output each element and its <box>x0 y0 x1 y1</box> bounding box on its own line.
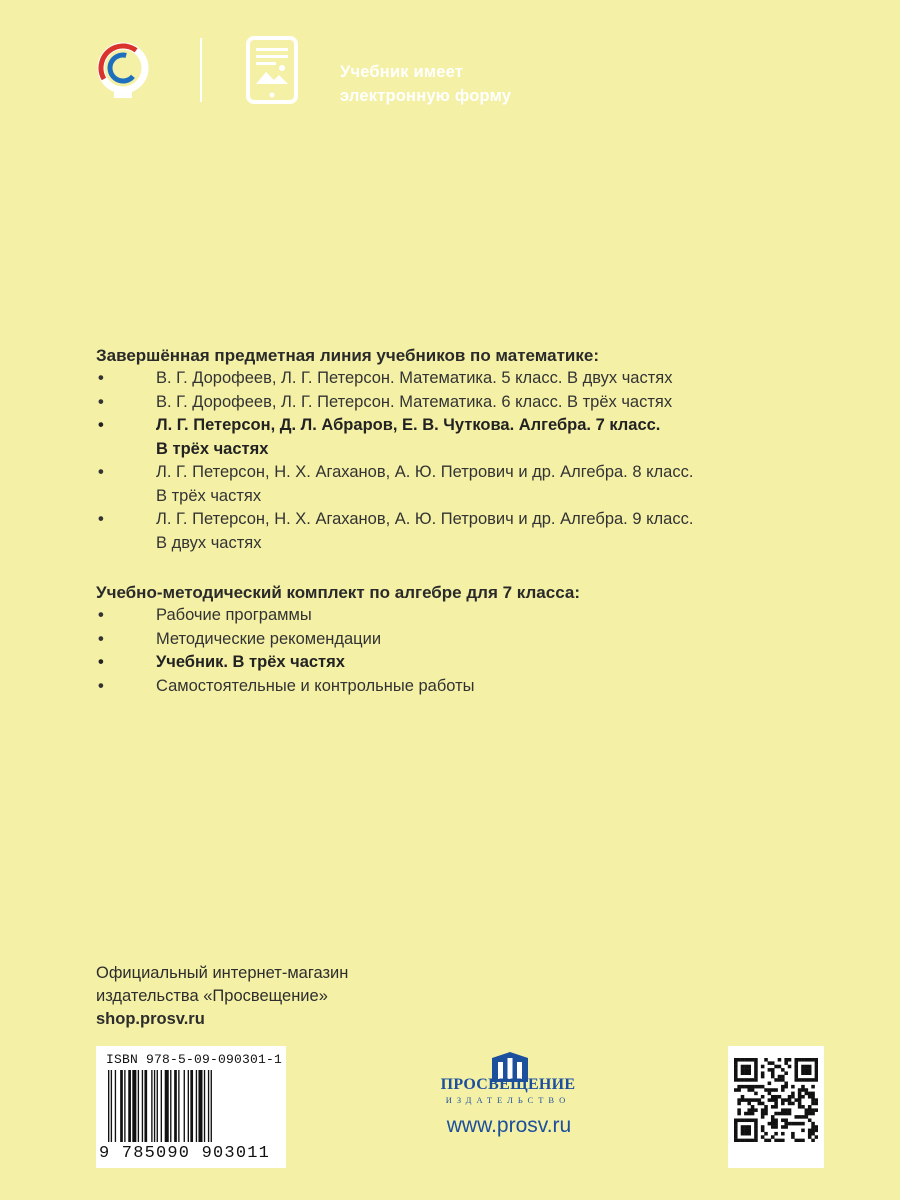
teaching-kit-section <box>96 582 836 698</box>
bullet-icon: • <box>98 676 104 695</box>
banner-divider <box>200 38 202 102</box>
list-item-text: Учебник. В трёх частях <box>156 653 345 671</box>
list-item-text: В. Г. Дорофеев, Л. Г. Петерсон. Математика. 5 класс. В двух частях <box>156 369 673 387</box>
qr-code[interactable] <box>728 1046 824 1168</box>
shop-line-2: издательства «Просвещение» <box>96 987 328 1005</box>
list-item <box>96 628 836 652</box>
bullet-icon: • <box>98 510 104 528</box>
electronic-form-note <box>340 60 511 108</box>
list-item-text: Л. Г. Петерсон, Д. Л. Абраров, Е. В. Чуткова. Алгебра. 7 класс. <box>156 416 661 434</box>
bullet-icon: • <box>98 653 104 671</box>
qr-code-icon <box>734 1058 818 1142</box>
list-item-text: Самостоятельные и контрольные работы <box>156 676 475 695</box>
list-item-text: Л. Г. Петерсон, Н. Х. Агаханов, А. Ю. Петрович и др. Алгебра. 9 класс. <box>156 510 694 528</box>
barcode-icon <box>106 1070 276 1146</box>
e-book-logo-icon <box>92 40 154 102</box>
list-item <box>96 367 836 391</box>
list-item-text: В. Г. Дорофеев, Л. Г. Петерсон. Математика. 6 класс. В трёх частях <box>156 392 673 411</box>
bullet-icon: • <box>98 606 104 624</box>
list-item-text: Методические рекомендации <box>156 629 382 648</box>
list-item-text-cont: В трёх частях <box>156 486 262 505</box>
teaching-kit-list <box>96 604 836 698</box>
shop-line-1: Официальный интернет-магазин <box>96 964 349 982</box>
barcode-digits: 9 785090 903011 <box>99 1144 271 1163</box>
bullet-icon: • <box>98 369 104 387</box>
list-item <box>96 508 836 555</box>
textbook-line-section <box>96 345 836 555</box>
list-item-highlighted <box>96 651 836 675</box>
textbook-line-list <box>96 367 836 555</box>
bullet-icon: • <box>98 463 104 481</box>
tablet-icon <box>246 36 298 104</box>
shop-url-link[interactable]: shop.prosv.ru <box>96 1010 205 1028</box>
isbn-barcode <box>96 1046 286 1168</box>
list-item <box>96 461 836 508</box>
list-item <box>96 604 836 628</box>
publisher-url-link[interactable]: www.prosv.ru <box>446 1114 572 1137</box>
section-title: Учебно-методический комплект по алгебре для 7 класса: <box>96 583 580 602</box>
publisher-subtitle: ИЗДАТЕЛЬСТВО <box>445 1095 571 1105</box>
eform-line-1: Учебник имеет <box>340 63 464 81</box>
list-item-text: Л. Г. Петерсон, Н. Х. Агаханов, А. Ю. Петрович и др. Алгебра. 8 класс. <box>156 463 694 481</box>
shop-info <box>96 962 348 1031</box>
list-item <box>96 675 836 699</box>
isbn-label: ISBN 978-5-09-090301-1 <box>106 1052 283 1067</box>
section-title: Завершённая предметная линия учебников по математике: <box>96 346 599 365</box>
bullet-icon: • <box>98 416 104 434</box>
bullet-icon: • <box>98 392 104 411</box>
bullet-icon: • <box>98 629 104 648</box>
list-item-text-cont: В двух частях <box>156 533 262 552</box>
list-item-text: Рабочие программы <box>156 606 312 624</box>
eform-line-2: электронную форму <box>340 87 512 105</box>
publisher-name: ПРОСВЕЩЕНИЕ <box>440 1076 576 1093</box>
list-item-text-cont: В трёх частях <box>156 439 269 458</box>
list-item <box>96 391 836 415</box>
list-item-highlighted <box>96 414 836 461</box>
